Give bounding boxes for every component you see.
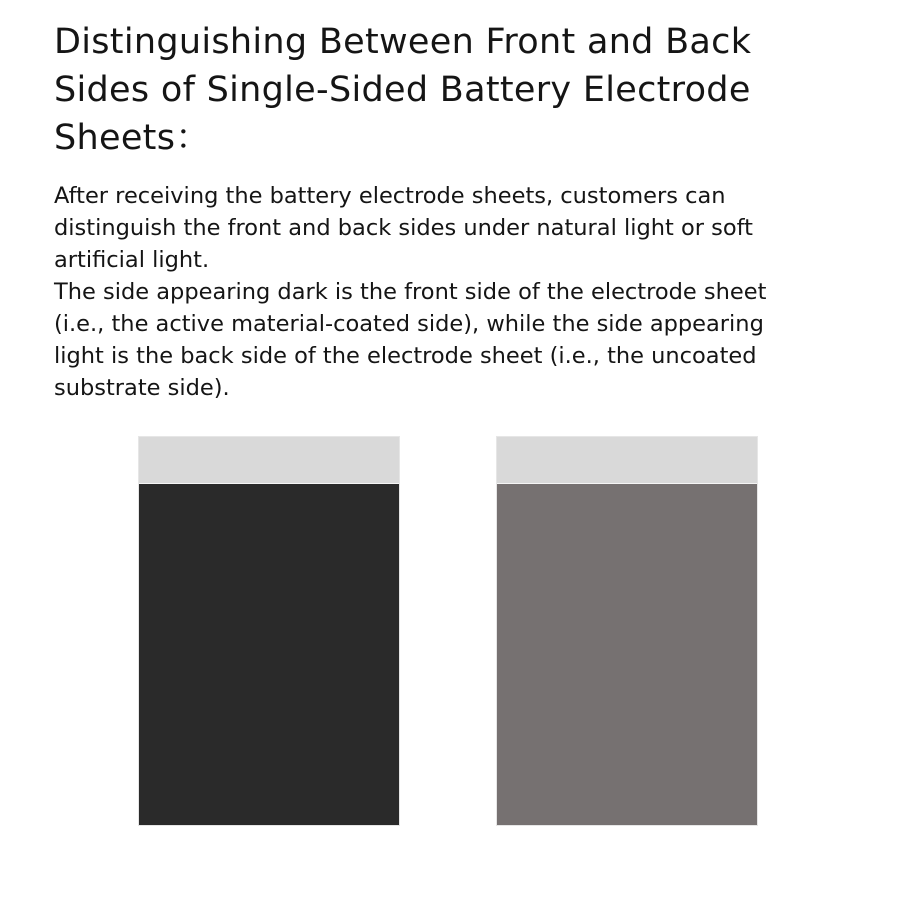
- front-side-electrode-sheet: [138, 436, 400, 826]
- page-title: Distinguishing Between Front and Back Sides of Single-Sided Battery Electrode Sheets：: [54, 22, 752, 158]
- paragraph-inspection: After receiving the battery electrode sheets, customers can distinguish the front and back sides under natural light or soft artificial light.: [54, 183, 753, 273]
- front-sheet-uncoated-tab: [139, 437, 399, 484]
- back-sheet-uncoated-tab: [497, 437, 757, 484]
- back-side-electrode-sheet: [496, 436, 758, 826]
- back-sheet-substrate-area: [497, 484, 757, 825]
- paragraph-sides: The side appearing dark is the front side of the electrode sheet (i.e., the active material-coated side), while the side appearing light is the back side of the electrode sheet (i.e., the uncoated substrate side).: [54, 279, 767, 401]
- front-sheet-coated-area: [139, 484, 399, 825]
- description-text: [54, 180, 794, 404]
